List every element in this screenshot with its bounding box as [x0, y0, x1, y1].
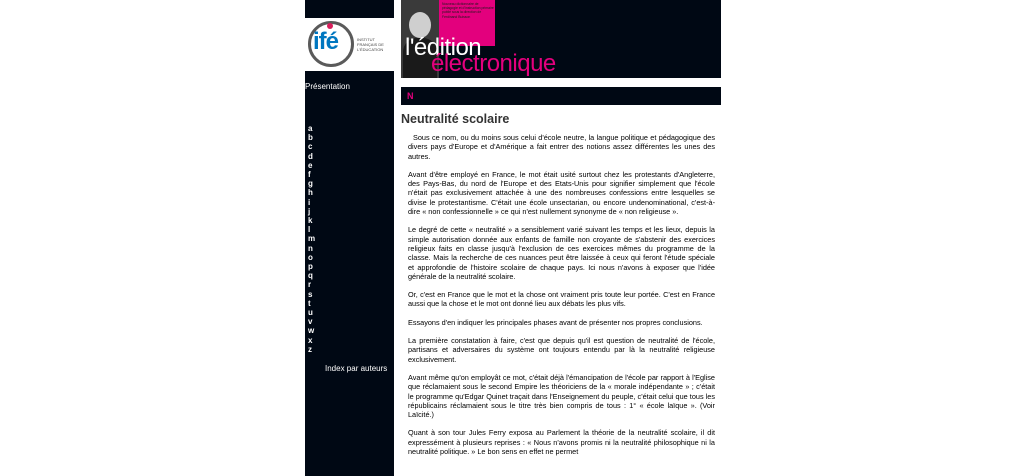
article [401, 112, 721, 465]
edition-title-line1: l'édition [405, 34, 482, 61]
sidebar [305, 0, 394, 476]
letter-link-c[interactable]: c [308, 142, 313, 152]
letter-link-r[interactable]: r [308, 280, 312, 290]
letter-link-z[interactable]: z [308, 344, 312, 354]
column-gap [394, 0, 401, 476]
logo-mark: ifé [313, 28, 339, 55]
presentation-link[interactable]: Présentation [305, 82, 350, 91]
letter-link-n[interactable]: n [308, 243, 313, 253]
article-paragraph: Essayons d'en indiquer les principales phases avant de présenter nos propres conclusions. [408, 317, 703, 327]
letter-link-d[interactable]: d [308, 151, 313, 161]
letter-link-k[interactable]: k [308, 216, 313, 226]
letter-link-g[interactable]: g [308, 179, 313, 189]
letter-link-j[interactable]: j [308, 206, 311, 216]
article-paragraph: Avant même qu'on employât ce mot, c'était déjà l'émancipation de l'école par rapport à l'Eglise que réclamaient sous le second Empire les théoriciens de la « morale indépendante » ; c'était le programme qu'Edgar Quinet traçait dans l'Enseignement du peuple, c'était celui que tous les républicains réclamaient sous le titre très bien compris de tous : 1° « école laïque ». (Voir Laïcité.) [408, 372, 715, 420]
letter-navbar [401, 87, 721, 105]
article-paragraph: Sous ce nom, ou du moins sous celui d'école neutre, la langue politique et pédagogique des divers pays d'Europe et d'Amérique a fait entrer des notions assez différentes les unes des autres. [408, 133, 715, 161]
article-paragraph: La première constatation à faire, c'est que depuis qu'il est question de neutralité de l'école, partisans et adversaires du système ont toujours entendu par là la neutralité religieuse exclusivement. [408, 336, 715, 364]
header-banner [401, 0, 721, 78]
letter-link-u[interactable]: u [308, 308, 313, 318]
letter-link-q[interactable]: q [308, 271, 313, 281]
article-paragraph: Le degré de cette « neutralité » a sensiblement varié suivant les temps et les lieux, depuis la simple autorisation donnée aux enfants de famille non croyante de s'abstenir des exercices religieux faits en classe jusqu'à l'exclusion de ces exercices mêmes du programme de la classe. Mais la recherche de ces nuances peut être laissée à ceux qui feront l'étude spéciale et approfondie de l'histoire scolaire de chaque pays. Ici nous n'avons à exposer que l'idée générale de la neutralité scolaire. [408, 225, 715, 281]
index-by-author-link[interactable]: Index par auteurs [325, 364, 388, 373]
edition-title-line2: électronique [431, 50, 556, 77]
letter-link-f[interactable]: f [308, 170, 311, 180]
letter-link-s[interactable]: s [308, 289, 313, 299]
letter-link-w[interactable]: w [308, 326, 315, 336]
article-paragraph: Quant à son tour Jules Ferry exposa au Parlement la théorie de la neutralité scolaire, il dit expressément à plusieurs reprises : « Nous n'avons promis ni la neutralité philosophique ni la neutralité politique. » Le bon sens en effet ne permet [408, 428, 715, 457]
current-letter-link[interactable]: N [407, 91, 414, 101]
letter-link-e[interactable]: e [308, 160, 313, 170]
letter-link-l[interactable]: l [308, 225, 311, 235]
letter-link-i[interactable]: i [308, 197, 311, 207]
article-paragraph: Or, c'est en France que le mot et la chose ont vraiment pris toute leur portée. C'est en France aussi que la chose et le mot ont donné lieu aux débats les plus vifs. [408, 290, 715, 309]
ife-logo[interactable] [305, 18, 394, 71]
letter-link-m[interactable]: m [308, 234, 316, 244]
letter-link-o[interactable]: o [308, 252, 313, 262]
alphabet-index [308, 124, 318, 354]
logo-subtitle: INSTITUT FRANÇAIS DE L'ÉDUCATION [357, 37, 384, 52]
letter-link-t[interactable]: t [308, 298, 311, 308]
letter-link-h[interactable]: h [308, 188, 313, 198]
letter-link-b[interactable]: b [308, 133, 313, 143]
letter-link-x[interactable]: x [308, 335, 313, 345]
letter-link-v[interactable]: v [308, 317, 313, 327]
article-paragraph: Avant d'être employé en France, le mot était usité surtout chez les protestants d'Angleterre, des Pays-Bas, du nord de l'Europe et des Etats-Unis pour signifier simplement que l'école n'était pas exclusivement attachée à une des nombreuses confessions entre lesquelles se divise le protestantisme. C'était une école unsectarian, ou encore undenominational, c'est-à-dire « non confessionnelle » ce qui n'est nullement synonyme de « non religieuse ». [408, 169, 715, 217]
article-title: Neutralité scolaire [401, 112, 510, 126]
letter-link-a[interactable]: a [308, 124, 313, 133]
letter-link-p[interactable]: p [308, 262, 313, 272]
page-frame [305, 0, 721, 476]
banner-small-text: Nouveau dictionnaire de pédagogie et d'instruction primaire publié sous la direction de Ferdinand Buisson [442, 2, 494, 19]
